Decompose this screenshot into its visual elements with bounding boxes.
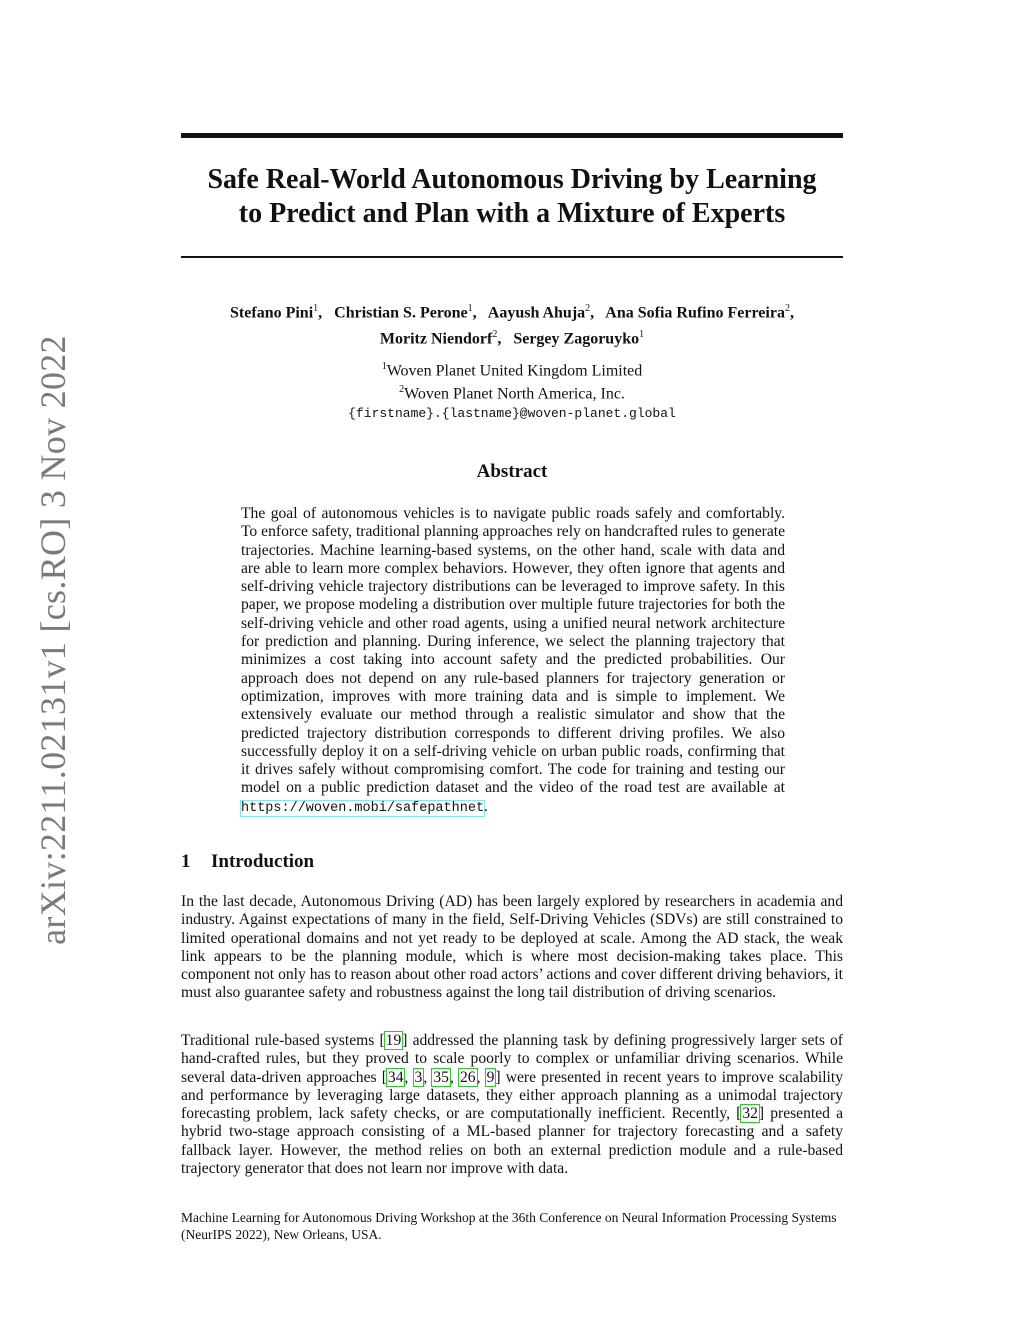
project-link[interactable]: https://woven.mobi/safepathnet: [241, 800, 485, 816]
author-name: Sergey Zagoruyko: [513, 330, 640, 348]
title-line-2: to Predict and Plan with a Mixture of Experts: [238, 198, 786, 229]
author-name: Ana Sofia Rufino Ferreira: [605, 304, 785, 322]
author-affiliation-mark: 2: [492, 329, 498, 341]
author-affiliation-mark: 1: [639, 329, 645, 341]
author-affiliation-mark: 2: [585, 303, 591, 314]
abstract-heading: Abstract: [476, 461, 548, 482]
affiliation-number: 1: [381, 361, 387, 372]
abstract-text: The goal of autonomous vehicles is to navigate public roads safely and comfortably. To enforce safety, traditional planning approaches rely on handcrafted rules to generate trajectories. Machine learning-based systems, on the other hand, scale with data and are able to learn more complex behaviors. However, they often ignore that agents and self-driving vehicle trajectory distributions can be leveraged to improve safety. In this paper, we propose modeling a distribution over multiple future trajectories for both the self-driving vehicle and other road agents, using a unified neural network architecture for prediction and planning. During inference, we select the planning trajectory that minimizes a cost taking into account safety and the predicted probabilities. Our approach does not depend on any rule-based planners for trajectory generation or optimization, improves with more training data and is simple to implement. We extensively evaluate our method through a realistic simulator and show that the predicted trajectory distribution corresponds to different driving profiles. We also successfully deploy it on a self-driving vehicle on urban public roads, confirming that it drives safely without compromising comfort. The code for training and testing our model on a public prediction dataset and the video of the road test are available at: [241, 505, 785, 797]
paragraph-text: Traditional rule-based systems [: [181, 1032, 385, 1049]
author-name: Moritz Niendorf: [379, 330, 493, 348]
arxiv-identifier: arXiv:2211.02131v1 [cs.RO] 3 Nov 2022: [33, 335, 73, 945]
citation-link[interactable]: 26: [459, 1068, 476, 1086]
affiliations: [181, 357, 843, 423]
section-number: 1: [181, 851, 191, 872]
author-name: Aayush Ahuja: [487, 304, 586, 322]
section-title: Introduction: [211, 851, 315, 872]
affiliation-text: Woven Planet North America, Inc.: [404, 385, 625, 403]
author-list: Stefano Pini$^1$, Christian S. Perone$^1$, Aayush Ahuja$^2$, Ana Sofia Rufino Ferreira$^2$, Moritz Niendorf$^2$, Sergey Zagoruyko$^1$: [230, 303, 794, 348]
citation-link[interactable]: 35: [433, 1068, 449, 1086]
affiliation: [181, 380, 843, 403]
author-affiliation-mark: 1: [313, 303, 319, 314]
paragraph-text: ] were presented in recent years to improve scalability and performance by leveraging large datasets, they either approach planning as a unimodal trajectory forecasting problem, lack safety checks, or are computationally inefficient. Recently, [: [181, 1068, 843, 1123]
citation-link[interactable]: 9: [486, 1068, 495, 1086]
paper-title: [181, 163, 843, 231]
paragraph-text: ] presented a hybrid two-stage approach consisting of a ML-based planner for trajectory forecasting and a safety fallback layer. However, the method relies on both an external prediction module and a rule-based trajectory generator that does not learn nor improve with data.: [181, 1105, 843, 1178]
title-bottom-rule: [181, 256, 843, 258]
venue-footnote: Machine Learning for Autonomous Driving Workshop at the 36th Conference on Neural Information Processing Systems (NeurIPS 2022), New Orleans, USA.: [181, 1210, 837, 1242]
author-name: Stefano Pini: [230, 304, 314, 322]
citation-link[interactable]: 3: [414, 1068, 423, 1086]
intro-paragraph-2: Traditional rule-based systems [19] addressed the planning task by defining progressively larger sets of hand-crafted rules, but they proved to scale poorly to complex or unfamiliar driving scenarios. While several data-driven approaches [34, 3, 35, 26, 9] were presented in recent years to improve scalability and performance by leveraging large datasets, they either approach planning as a unimodal trajectory forecasting problem, lack safety checks, or are computationally inefficient. Recently, [32] presented a hybrid two-stage approach consisting of a ML-based planner for trajectory forecasting and a safety fallback layer. However, the method relies on both an external prediction module and a rule-based trajectory generator that does not learn nor improve with data.: [181, 1032, 844, 1178]
title-line-1: Safe Real-World Autonomous Driving by Learning: [207, 164, 817, 195]
affiliation-text: Woven Planet United Kingdom Limited: [386, 362, 643, 380]
intro-paragraph-1: In the last decade, Autonomous Driving (AD) has been largely explored by researchers in academia and industry. Against expectations of many in the field, Self-Driving Vehicles (SDVs) are still constrained to limited operational domains and not yet ready to be deployed at scale. Among the AD stack, the weak link appears to be the planning module, which is where most decision-making takes place. This component not only has to reason about other road actors’ actions and cover different driving behaviors, it must also guarantee safety and robustness against the long tail distribution of driving scenarios.: [181, 893, 843, 1002]
abstract-body: The goal of autonomous vehicles is to navigate public roads safely and comfortably. To enforce safety, traditional planning approaches rely on handcrafted rules to generate trajectories. Machine learning-based systems, on the other hand, scale with data and are able to learn more complex behaviors. However, they often ignore that agents and self-driving vehicle trajectory distributions can be leveraged to improve safety. In this paper, we propose modeling a distribution over multiple future trajectories for both the self-driving vehicle and other road agents, using a unified neural network architecture for prediction and planning. During inference, we select the planning trajectory that minimizes a cost taking into account safety and the predicted probabilities. Our approach does not depend on any rule-based planners for trajectory generation or optimization, improves with more training data and is simple to implement. We extensively evaluate our method through a realistic simulator and show that the predicted trajectory distribution corresponds to different driving profiles. We also successfully deploy it on a self-driving vehicle on urban public roads, confirming that it drives safely without compromising comfort. The code for training and testing our model on a public prediction dataset and the video of the road test are available at https://woven.mobi/safepathnet.: [241, 505, 785, 816]
author-affiliation-mark: 2: [784, 303, 790, 314]
paragraph-text: ] addressed the planning task by defining progressively larger sets of hand-crafted rules, but they proved to scale poorly to complex or unfamiliar driving scenarios. While several data-driven approaches [: [181, 1032, 844, 1086]
section-heading: [181, 851, 314, 873]
citation-link[interactable]: 32: [742, 1105, 758, 1123]
citation-link[interactable]: 34: [387, 1068, 404, 1086]
author-email: {firstname}.{lastname}@woven-planet.global: [348, 405, 676, 421]
author-name: Christian S. Perone: [334, 304, 468, 322]
affiliation: [181, 357, 843, 380]
title-top-rule: [181, 133, 843, 138]
affiliation-number: 2: [399, 384, 405, 396]
author-affiliation-mark: 1: [467, 303, 473, 314]
citation-link[interactable]: 19: [385, 1032, 402, 1049]
